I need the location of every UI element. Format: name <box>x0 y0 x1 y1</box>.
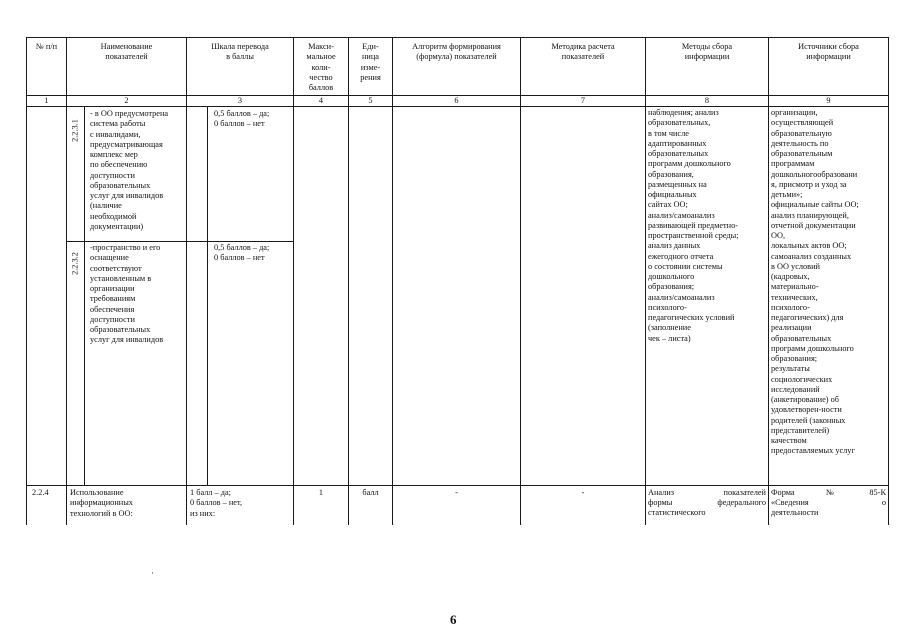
row-divider <box>26 485 888 486</box>
column-number-4: 4 <box>318 96 324 105</box>
max-points-2-2-4: 1 <box>318 488 324 497</box>
header-collection-methods: Методы сбора информации <box>681 42 733 62</box>
page-number: 6 <box>450 612 457 627</box>
methods-2-2-4-line2b: федерального <box>717 498 766 507</box>
subindicator-code-2: 2.2.3.2 <box>70 252 80 275</box>
col-divider-1 <box>66 37 67 525</box>
header-algorithm: Алгоритм формирования (формула) показателей <box>412 42 501 62</box>
stray-mark: · <box>151 568 154 578</box>
header-indicator-name: Наименование показателей <box>100 42 153 62</box>
col-divider-6 <box>520 37 521 525</box>
column-number-9: 9 <box>826 96 831 105</box>
header-max-points: Макси- мальное коли- чество баллов <box>306 42 336 92</box>
col-divider-2 <box>186 37 187 525</box>
subrow-divider <box>66 241 293 242</box>
column-number-8: 8 <box>704 96 710 105</box>
column-number-3: 3 <box>237 96 243 105</box>
sources-2-2-4-line1b: № <box>826 488 834 497</box>
column-number-2: 2 <box>124 96 129 105</box>
subindicator-scale-1: 0,5 баллов – да; 0 баллов – нет <box>214 109 270 129</box>
col-divider-7 <box>645 37 646 525</box>
methods-2-2-4-line1a: Анализ <box>648 488 675 497</box>
column-number-7: 7 <box>580 96 586 105</box>
header-calculation-method: Методика расчета показателей <box>551 42 615 62</box>
header-information-sources: Источники сбора информации <box>798 42 859 62</box>
indicator-name-2-2-4: Использование информационных технологий в ОО: <box>70 488 133 518</box>
header-score-scale: Шкала перевода в баллы <box>211 42 269 62</box>
algorithm-2-2-4: - <box>455 488 458 497</box>
subindicator-name-2: -пространство и его оснащение соответствуют установленным в организации требованиям обеспечения доступности образовательных услуг для инвалидов <box>90 243 164 345</box>
subindicator-name-1: - в ОО предусмотрена система работы с инвалидами, предусматривающая комплекс мер по обеспечению доступности образовательных услуг для инвалидов (наличие необходимой документации) <box>90 109 169 231</box>
sources-2-2-4-line1a: Форма <box>771 488 795 497</box>
score-scale-2-2-4: 1 балл – да; 0 баллов – нет, из них: <box>190 488 243 518</box>
calculation-2-2-4: - <box>581 488 585 497</box>
subindicator-code-1: 2.2.3.1 <box>70 119 80 142</box>
sources-2-2-4-line2a: «Сведения <box>771 498 809 507</box>
col-divider-4 <box>348 37 349 525</box>
methods-2-2-4-line2a: формы <box>648 498 673 507</box>
col-divider-8 <box>768 37 769 525</box>
methods-2-2-4-line3: статистического <box>648 508 706 517</box>
sources-2-2-4-line2b: о <box>881 498 886 507</box>
row-number-2-2-4: 2.2.4 <box>32 488 49 497</box>
header-number: № п/п <box>35 42 58 51</box>
table-right-border <box>888 37 889 525</box>
column-number-5: 5 <box>368 96 373 105</box>
column-number-6: 6 <box>454 96 459 105</box>
collection-methods-text: наблюдения; анализ образовательных, в том числе адаптированных образовательных программ дошкольного образования, размещенных на официальных сайтах ОО; анализ/самоанализ развивающей предметно- пространственной среды; анализ данных ежегодного отчета о состоянии системы дошкольного образования; анализ/самоанализ психолого- педагогических условий (заполнение чек – листа) <box>648 108 739 343</box>
table-left-border <box>26 37 27 525</box>
methods-2-2-4-line1b: показателей <box>723 488 766 497</box>
information-sources-text: организации, осуществляющей образовательную деятельность по образовательным программам дошкольногообразовани я, присмотр и уход за детьми»; официальные сайты ОО; анализ планирующей, отчетной документации ОО, локальных актов ОО; самоанализ созданных в ОО условий (кадровых, материально- технических, психолого- педагогических) для реализации образовательных программ дошкольного образования; результаты социологических исследований (анкетирование) об удовлетворен-ности родителей (законных представителей) качеством предоставляемых услуг <box>771 108 859 456</box>
sources-2-2-4-line1c: 85-К <box>869 488 886 497</box>
col-divider-5 <box>392 37 393 525</box>
code-subcolumn-line <box>84 106 85 485</box>
sources-2-2-4-line3: деятельности <box>771 508 819 517</box>
column-number-1: 1 <box>44 96 49 105</box>
table-top-border <box>26 37 888 38</box>
header-unit: Еди- ница изме- рения <box>360 42 381 82</box>
unit-2-2-4: балл <box>362 488 379 497</box>
col-divider-3 <box>293 37 294 525</box>
subindicator-scale-2: 0,5 баллов – да; 0 баллов – нет <box>214 243 270 263</box>
scale-subcolumn-line <box>207 106 208 485</box>
